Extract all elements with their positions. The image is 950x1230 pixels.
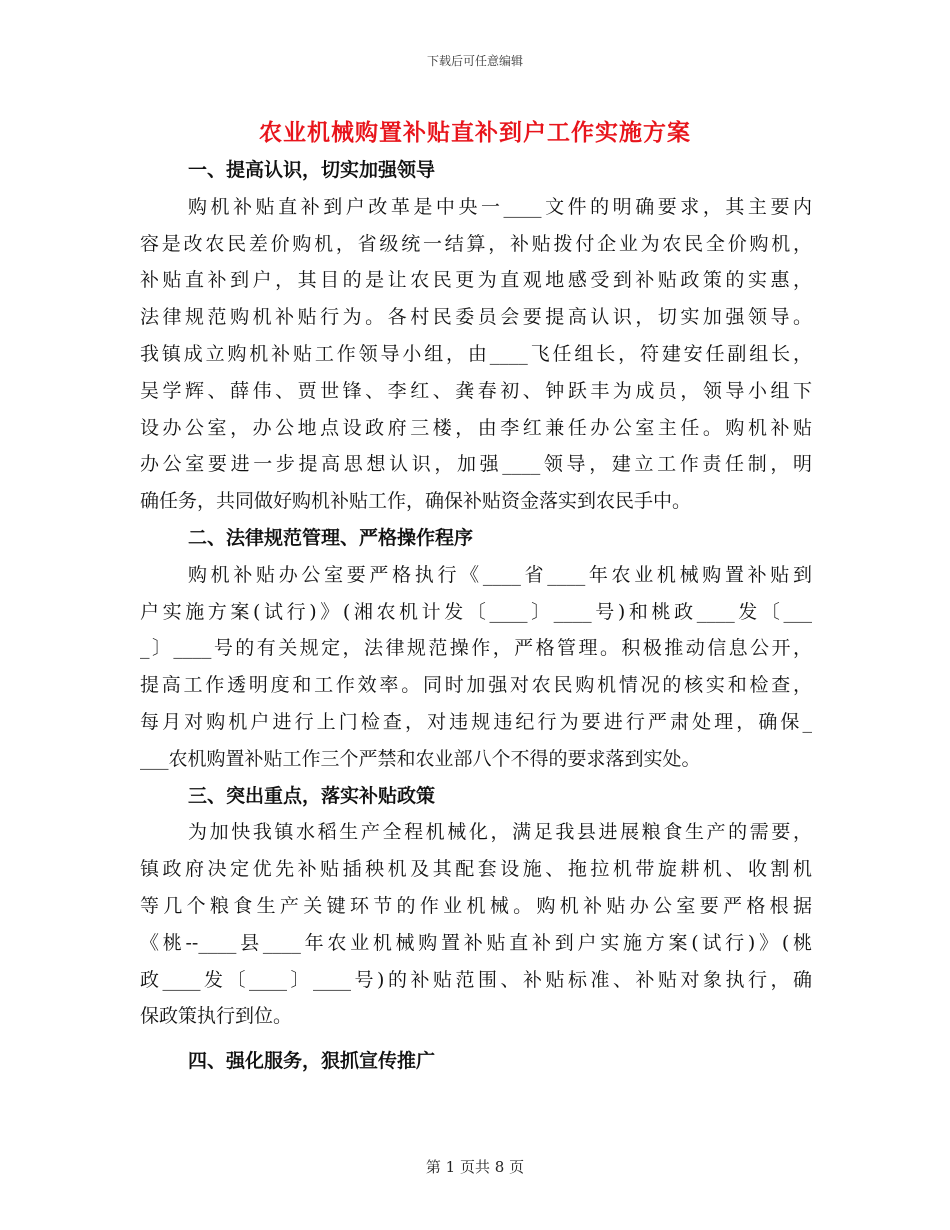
paragraph-line: 容是改农民差价购机，省级统一结算，补贴拨付企业为农民全价购机， xyxy=(140,232,812,255)
header-note: 下载后可任意编辑 xyxy=(426,54,523,68)
section-heading: 二、法律规范管理、严格操作程序 xyxy=(188,526,474,549)
paragraph-line: 等几个粮食生产关键环节的作业机械。购机补贴办公室要严格根据 xyxy=(140,894,812,917)
paragraph-line: 户实施方案(试行)》(湘农机计发〔____〕____号)和桃政____发〔___ xyxy=(140,600,812,623)
paragraph-line: 我镇成立购机补贴工作领导小组，由____飞任组长，符建安任副组长， xyxy=(140,342,812,365)
paragraph-line: 每月对购机户进行上门检查，对违规违纪行为要进行严肃处理，确保_ xyxy=(140,710,812,733)
paragraph-line: 为加快我镇水稻生产全程机械化，满足我县进展粮食生产的需要， xyxy=(188,821,812,844)
document-body xyxy=(140,152,812,1080)
section-heading: 四、强化服务，狠抓宣传推广 xyxy=(188,1050,436,1073)
paragraph-line: 吴学辉、薛伟、贾世锋、李红、龚春初、钟跃丰为成员，领导小组下 xyxy=(140,379,812,402)
paragraph-line: 提高工作透明度和工作效率。同时加强对农民购机情况的核实和检查， xyxy=(140,674,812,697)
paragraph-line: 购机补贴办公室要严格执行《____省____年农业机械购置补贴到 xyxy=(188,563,812,586)
paragraph-line: 设办公室，办公地点设政府三楼，由李红兼任办公室主任。购机补贴 xyxy=(140,416,812,439)
section-gap xyxy=(140,1035,812,1043)
paragraph-line: 补贴直补到户，其目的是让农民更为直观地感受到补贴政策的实惠， xyxy=(140,269,812,292)
paragraph-line: _〕____号的有关规定，法律规范操作，严格管理。积极推动信息公开， xyxy=(140,637,812,660)
document-title: 农业机械购置补贴直补到户工作实施方案 xyxy=(259,120,691,146)
paragraph-line: ___农机购置补贴工作三个严禁和农业部八个不得的要求落到实处。 xyxy=(140,747,701,770)
paragraph-line: 镇政府决定优先补贴插秧机及其配套设施、拖拉机带旋耕机、收割机 xyxy=(140,858,812,881)
paragraph-line: 保政策执行到位。 xyxy=(140,1005,293,1028)
paragraph-line: 办公室要进一步提高思想认识，加强____领导，建立工作责任制，明 xyxy=(140,453,812,476)
paragraph-line: 确任务，共同做好购机补贴工作，确保补贴资金落实到农民手中。 xyxy=(140,490,692,513)
section-heading: 三、突出重点，落实补贴政策 xyxy=(188,784,436,807)
paragraph-line: 法律规范购机补贴行为。各村民委员会要提高认识，切实加强领导。 xyxy=(140,306,812,329)
paragraph-line: 《桃--____县____年农业机械购置补贴直补到户实施方案(试行)》(桃 xyxy=(140,931,812,954)
paragraph-line: 购机补贴直补到户改革是中央一____文件的明确要求，其主要内 xyxy=(188,195,812,218)
paragraph-line: 政____发〔____〕____号)的补贴范围、补贴标准、补贴对象执行，确 xyxy=(140,968,812,991)
page-footer: 第 1 页共 8 页 xyxy=(425,1158,525,1176)
section-heading: 一、提高认识，切实加强领导 xyxy=(188,159,436,181)
